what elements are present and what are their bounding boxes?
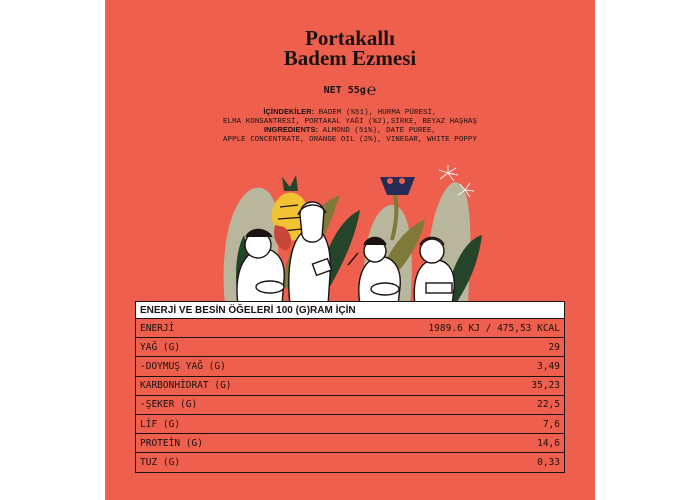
table-row	[136, 376, 565, 395]
ingredients-en-text-2: APPLE CONCENTRATE, ORANGE OIL (2%), VINEGAR, WHITE POPPY	[223, 135, 477, 144]
ingredients-block	[200, 108, 500, 144]
ingredients-en-label: INGREDIENTS:	[263, 125, 319, 135]
nutrient-label: -ŞEKER (G)	[136, 395, 315, 414]
ingredients-tr-line-1	[200, 108, 500, 118]
nutrition-header: ENERJİ VE BESİN ÖĞELERİ 100 (G)RAM İÇİN	[136, 302, 565, 319]
nutrient-value: 35,23	[314, 376, 564, 395]
people-eating-among-plants-illustration	[220, 165, 485, 305]
table-row	[136, 434, 565, 453]
nutrition-header-row	[136, 302, 565, 319]
nutrition-facts-table	[135, 301, 565, 473]
nutrient-label: PROTEİN (G)	[136, 434, 315, 453]
nutrient-value: 7,6	[314, 414, 564, 433]
product-title	[105, 28, 595, 68]
nutrient-value: 14,6	[314, 434, 564, 453]
table-row	[136, 414, 565, 433]
table-row	[136, 357, 565, 376]
table-row	[136, 338, 565, 357]
table-row	[136, 395, 565, 414]
nutrient-label: ENERJİ	[136, 319, 315, 338]
product-title-line-2: Badem Ezmesi	[283, 46, 417, 70]
ingredients-en-line-1	[200, 126, 500, 136]
ingredients-en-text-1: ALMOND (51%), DATE PUREE,	[318, 127, 437, 136]
nutrient-label: -DOYMUŞ YAĞ (G)	[136, 357, 315, 376]
ingredients-tr-label: İÇİNDEKİLER:	[263, 107, 315, 116]
net-weight-label: NET 55g	[323, 85, 366, 96]
nutrient-label: YAĞ (G)	[136, 338, 315, 357]
net-weight	[105, 80, 595, 100]
ingredients-tr-text-1: BADEM (%51), HURMA PÜRESİ,	[314, 109, 437, 117]
nutrient-label: TUZ (G)	[136, 453, 315, 472]
nutrient-value: 0,33	[314, 453, 564, 472]
nutrient-value: 1989.6 KJ / 475,53 KCAL	[314, 319, 564, 338]
estimated-sign-icon: ℮	[366, 80, 377, 99]
product-label	[105, 0, 595, 500]
ingredients-tr-text-2: ELMA KONSANTRESİ, PORTAKAL YAĞI (%2),SİRKE, BEYAZ HAŞHAŞ	[223, 117, 477, 126]
product-title-line-1: Portakallı	[305, 26, 395, 50]
table-row	[136, 453, 565, 472]
nutrient-value: 29	[314, 338, 564, 357]
nutrient-label: KARBONHİDRAT (G)	[136, 376, 315, 395]
nutrient-value: 3,49	[314, 357, 564, 376]
nutrient-value: 22,5	[314, 395, 564, 414]
nutrient-label: LİF (G)	[136, 414, 315, 433]
table-row	[136, 319, 565, 338]
